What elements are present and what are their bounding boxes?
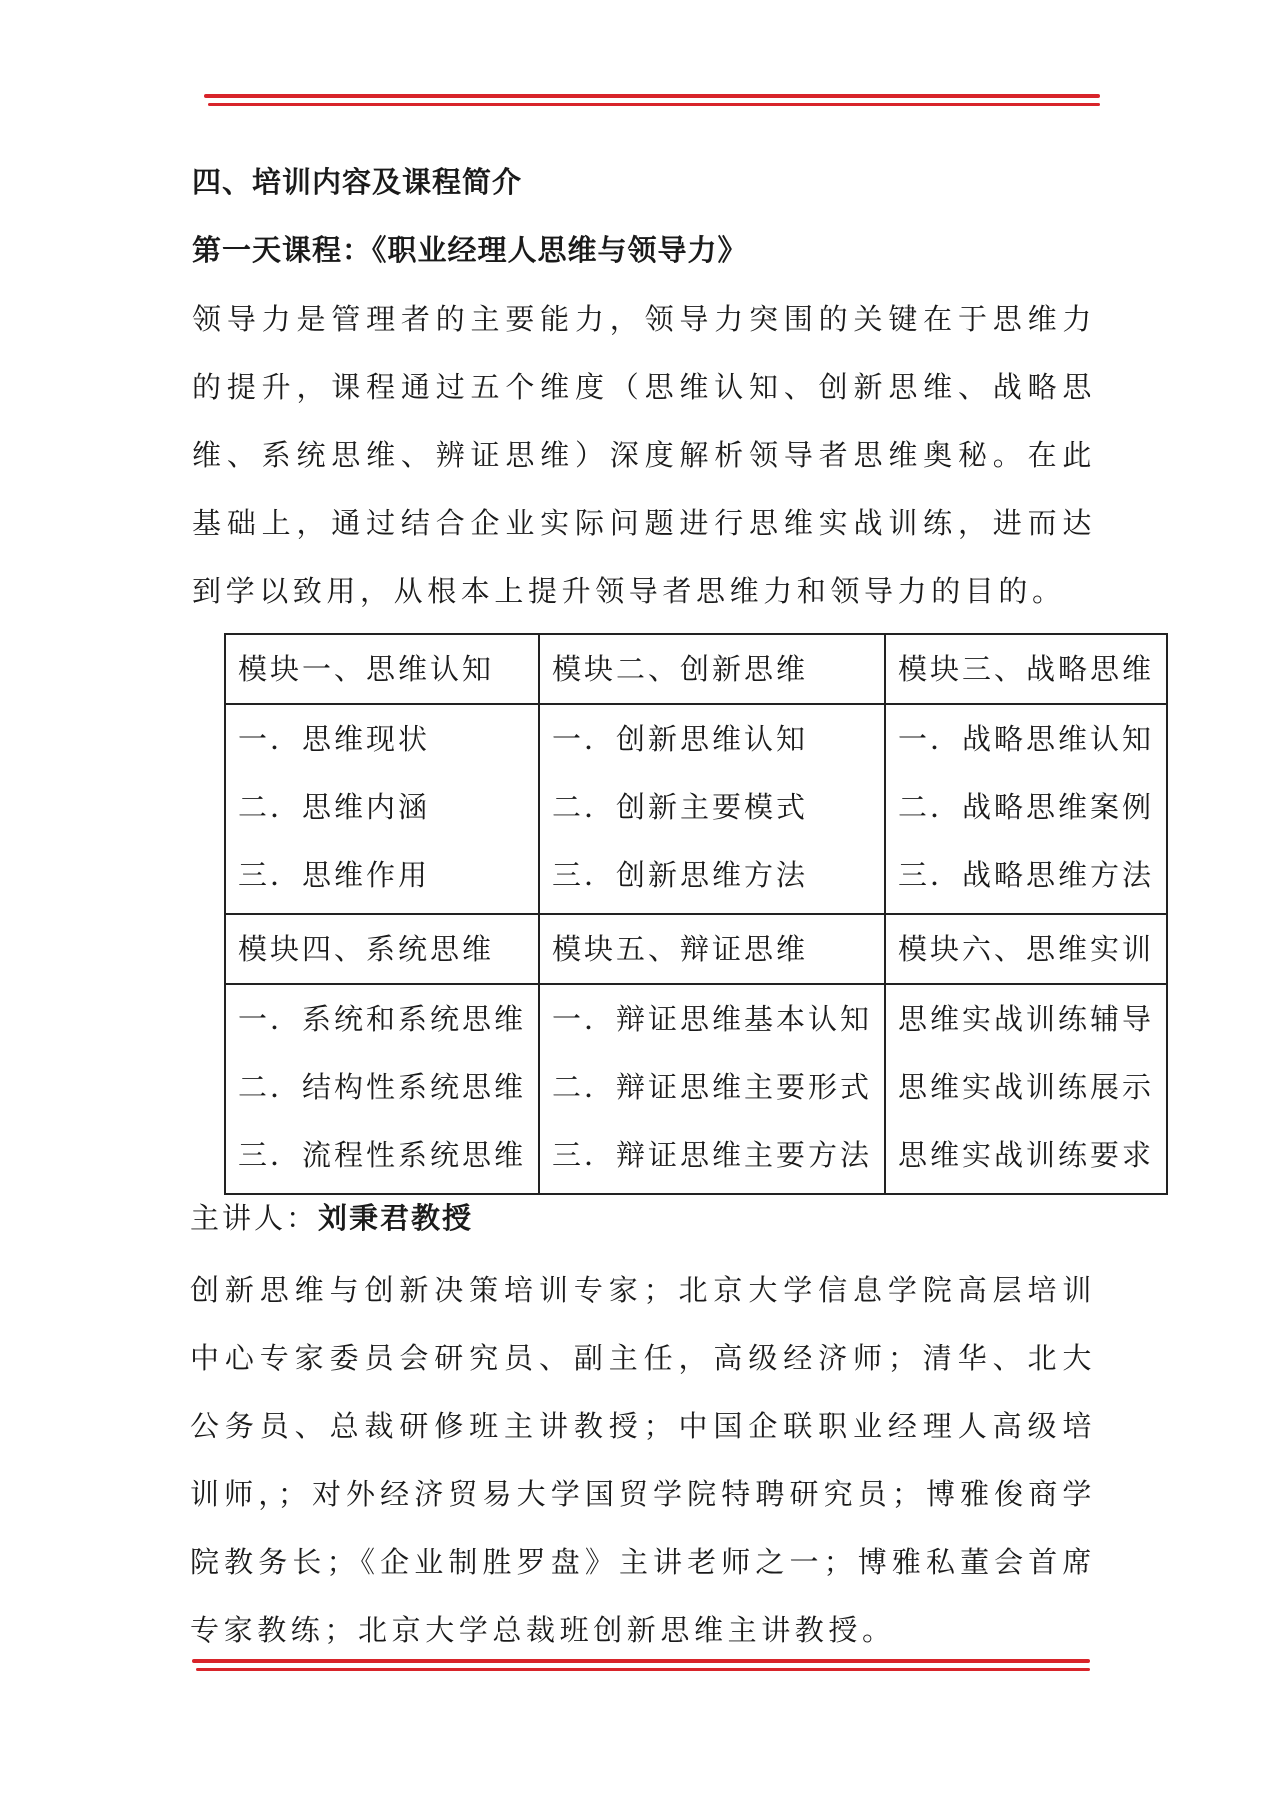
course-intro: 领导力是管理者的主要能力，领导力突围的关键在于思维力的提升，课程通过五个维度（思维认知、创新思维、战略思维、系统思维、辨证思维）深度解析领导者思维奥秘。在此基础上，通过结合企业实际问题进行思维实战训练，进而达到学以致用，从根本上提升领导者思维力和领导力的目的。 [192,302,1096,608]
speaker-name: 刘秉君教授 [318,1201,474,1235]
module-items [539,704,885,914]
module-item: 二．战略思维案例 [898,790,1155,824]
table-row [225,704,1167,914]
speaker-line [190,1196,473,1237]
module-item: 三．流程性系统思维 [238,1138,527,1172]
header-rule-thin [208,103,1100,106]
table-row [225,914,1167,984]
module-item: 一．战略思维认知 [898,722,1155,756]
module-item: 一．辩证思维基本认知 [552,1002,873,1036]
speaker-label: 主讲人： [190,1201,319,1235]
module-item: 思维实战训练辅导 [898,1002,1155,1036]
module-item: 一．思维现状 [238,722,431,756]
module-header: 模块四、系统思维 [225,914,539,984]
module-item: 思维实战训练要求 [898,1138,1155,1172]
section-title: 四、培训内容及课程简介 [192,165,523,199]
table-row [225,984,1167,1194]
header-rule-thick [204,94,1100,98]
module-header: 模块三、战略思维 [885,634,1167,704]
module-item: 二．结构性系统思维 [238,1070,527,1104]
module-header: 模块五、辩证思维 [539,914,885,984]
speaker-bio: 创新思维与创新决策培训专家；北京大学信息学院高层培训中心专家委员会研究员、副主任，高级经济师；清华、北大公务员、总裁研修班主讲教授；中国企联职业经理人高级培训师，；对外经济贸易大学国贸学院特聘研究员；博雅俊商学院教务长；《企业制胜罗盘》主讲老师之一；博雅私董会首席专家教练；北京大学总裁班创新思维主讲教授。 [190,1273,1096,1647]
module-item: 三．创新思维方法 [552,858,809,892]
module-item: 三．辩证思维主要方法 [552,1138,873,1172]
footer-rule-thick [192,1659,1090,1663]
module-item: 二．辩证思维主要形式 [552,1070,873,1104]
module-items [885,704,1167,914]
module-item: 一．创新思维认知 [552,722,809,756]
module-items [885,984,1167,1194]
module-header: 模块二、创新思维 [539,634,885,704]
module-item: 思维实战训练展示 [898,1070,1155,1104]
module-item: 一．系统和系统思维 [238,1002,527,1036]
module-item: 二．创新主要模式 [552,790,809,824]
module-header: 模块六、思维实训 [885,914,1167,984]
footer-rule-thin [196,1668,1090,1671]
module-items [225,984,539,1194]
table-row [225,634,1167,704]
module-items [225,704,539,914]
module-item: 二．思维内涵 [238,790,431,824]
module-item: 三．思维作用 [238,858,431,892]
module-header: 模块一、思维认知 [225,634,539,704]
module-items [539,984,885,1194]
modules-table [224,633,1168,1195]
module-item: 三．战略思维方法 [898,858,1155,892]
course-day-title: 第一天课程：《职业经理人思维与领导力》 [192,233,748,267]
